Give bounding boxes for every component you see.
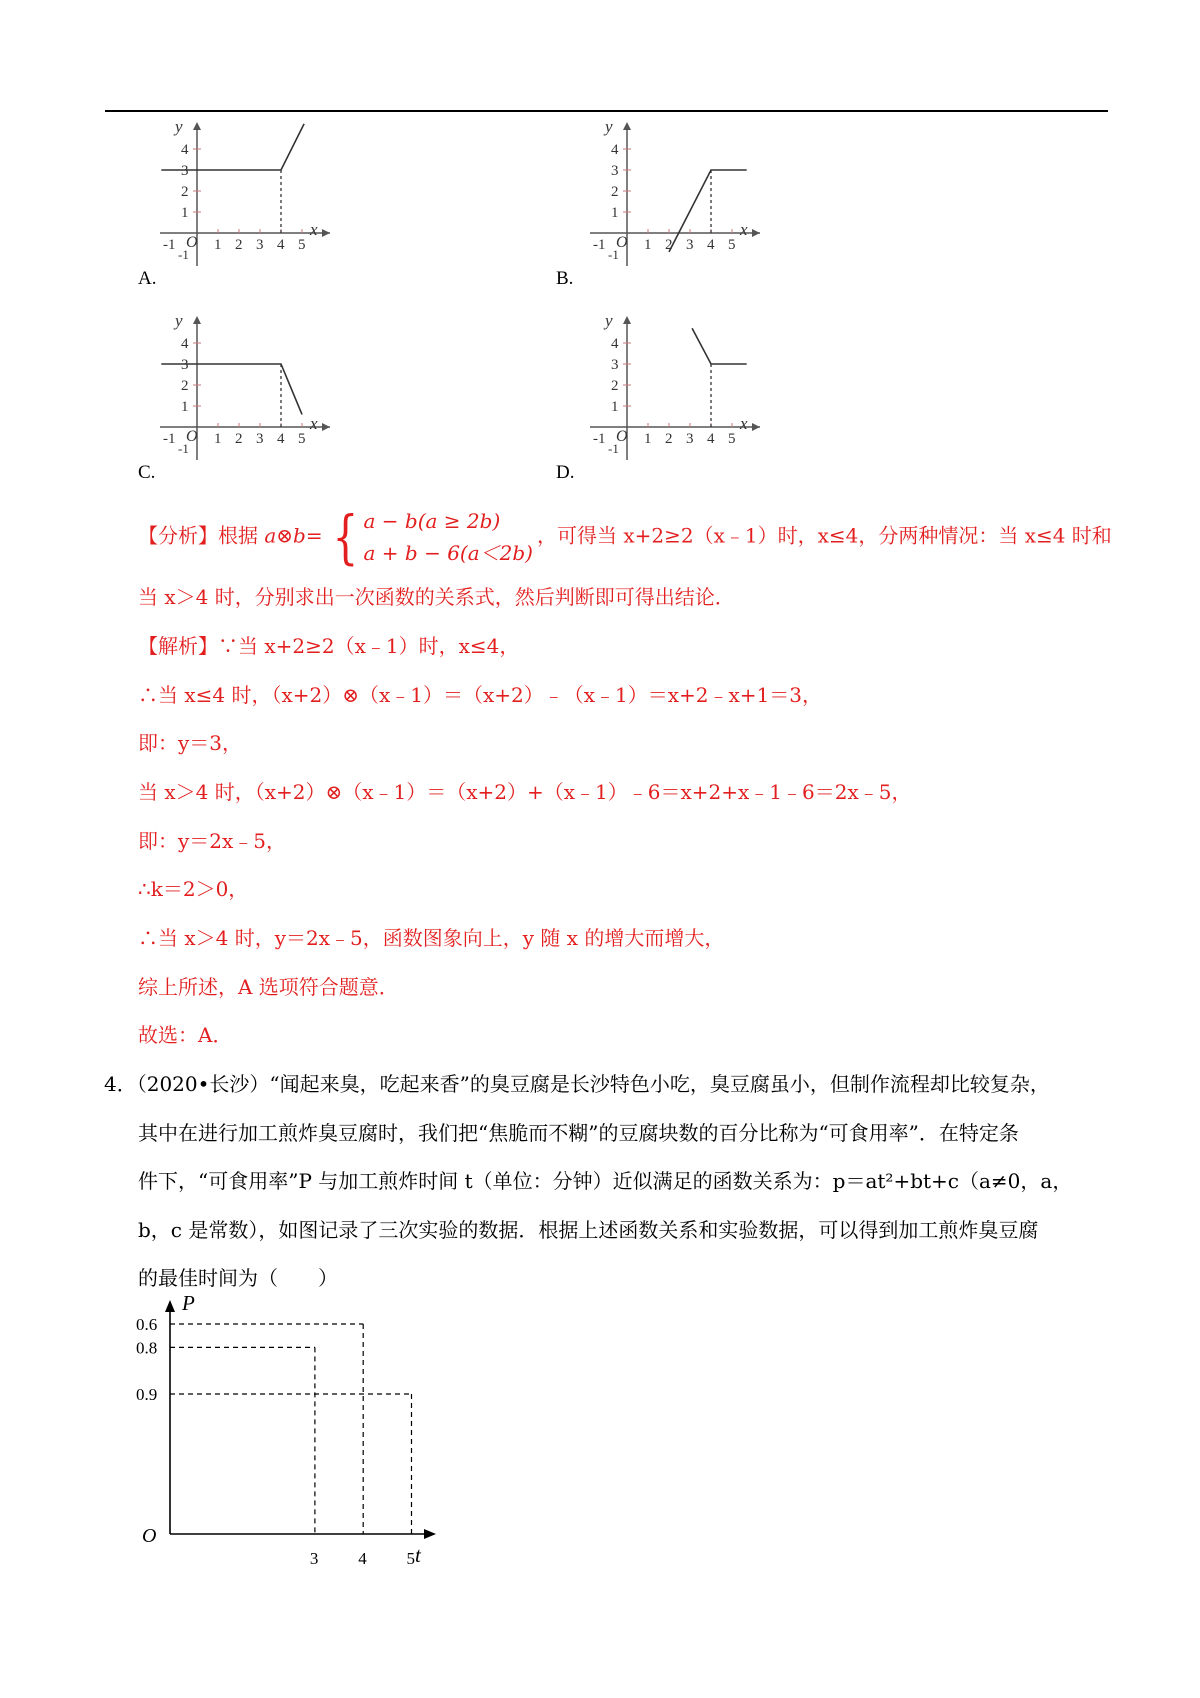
- x-tick-label: 2: [235, 237, 243, 253]
- y-axis-label: y: [605, 118, 613, 136]
- x-tick-label: 4: [707, 431, 715, 447]
- brace-symbol: {: [332, 503, 358, 571]
- y-tick-label: 3: [611, 357, 619, 373]
- x-neg-label: -1: [593, 237, 606, 253]
- question-4-line: 的最佳时间为（ ）: [138, 1266, 338, 1290]
- y-tick-label: 3: [181, 357, 189, 373]
- analysis-line-1: [138, 505, 1112, 569]
- x-tick-label: 2: [665, 237, 673, 253]
- origin-label: O: [186, 234, 198, 251]
- x-axis-label: t: [415, 1543, 421, 1567]
- solution-line: 故选：A．: [138, 1023, 233, 1047]
- y-axis-label: y: [175, 312, 183, 330]
- option-c-label: C.: [138, 462, 156, 483]
- y-tick-label: 2: [181, 184, 189, 200]
- x-tick-label: 3: [256, 431, 264, 447]
- x-tick-label: 4: [277, 431, 285, 447]
- x-tick-label: 1: [214, 431, 222, 447]
- solution-line: ∴k＝2＞0，: [138, 877, 249, 901]
- analysis-suffix: ，可得当 x+2≥2（x﹣1）时，x≤4，分两种情况：当 x≤4 时和: [536, 523, 1112, 548]
- x-tick-label: 3: [686, 237, 694, 253]
- y-tick-label: 0.8: [136, 1338, 158, 1358]
- case-2: a + b − 6(a＜2b): [363, 541, 533, 565]
- y-tick-label: 4: [611, 336, 619, 352]
- y-tick-label: 2: [611, 378, 619, 394]
- y-tick-label: 2: [611, 184, 619, 200]
- solution-line: 当 x＞4 时，（x+2）⊗（x﹣1）＝（x+2）+（x﹣1）﹣6＝x+2+x﹣1﹣6＝2x﹣5，: [138, 780, 912, 804]
- y-axis-arrow: [193, 316, 201, 324]
- y-tick-label: 4: [181, 142, 189, 158]
- x-tick-label: 5: [728, 237, 736, 253]
- y-axis-arrow: [193, 122, 201, 130]
- option-a-label: A.: [138, 268, 157, 289]
- analysis-line-2: 当 x＞4 时，分别求出一次函数的关系式，然后判断即可得出结论．: [138, 585, 735, 609]
- x-axis-arrow: [424, 1529, 436, 1539]
- y-axis-label: P: [182, 1291, 195, 1315]
- origin-label: O: [142, 1525, 157, 1547]
- solution-line: 即：y＝3，: [138, 731, 243, 755]
- case-1: a − b(a ≥ 2b): [363, 509, 501, 533]
- x-axis-arrow: [752, 229, 760, 237]
- y-tick-label: 3: [611, 163, 619, 179]
- header-rule: [105, 110, 1108, 112]
- x-tick-label: 3: [256, 237, 264, 253]
- analysis-prefix: 【分析】根据: [138, 523, 265, 548]
- y-neg-label: -1: [608, 247, 619, 262]
- analysis-op: a⊗b=: [264, 523, 323, 548]
- option-b-label: B.: [556, 268, 574, 289]
- y-tick-label: 1: [181, 205, 189, 221]
- x-axis-label: x: [310, 414, 318, 433]
- x-tick-label: 2: [235, 431, 243, 447]
- piecewise-def: [327, 505, 533, 569]
- y-axis-arrow: [623, 122, 631, 130]
- solution-line: 即：y＝2x﹣5，: [138, 829, 287, 853]
- x-axis-arrow: [322, 229, 330, 237]
- x-tick-label: 4: [277, 237, 285, 253]
- y-tick-label: 4: [611, 142, 619, 158]
- solution-line: ∴当 x＞4 时，y＝2x﹣5，函数图象向上，y 随 x 的增大而增大，: [138, 926, 725, 950]
- graph-line: [692, 328, 747, 364]
- y-tick-label: 1: [611, 205, 619, 221]
- y-tick-label: 3: [181, 163, 189, 179]
- x-tick-label: 1: [644, 431, 652, 447]
- x-tick-label: 3: [309, 1549, 319, 1568]
- origin-label: O: [186, 428, 198, 445]
- x-tick-label: 4: [358, 1549, 367, 1568]
- y-axis-arrow: [623, 316, 631, 324]
- option-d-label: D.: [556, 462, 575, 483]
- y-tick-label: 0.6: [136, 1315, 158, 1335]
- graph-option-c: [160, 312, 340, 462]
- y-axis-label: y: [175, 118, 183, 136]
- x-neg-label: -1: [593, 431, 606, 447]
- x-tick-label: 1: [214, 237, 222, 253]
- x-tick-label: 5: [298, 237, 306, 253]
- x-tick-label: 5: [298, 431, 306, 447]
- question-4-line: 件下，“可食用率”P 与加工煎炸时间 t（单位：分钟）近似满足的函数关系为：p＝at²+bt+c（a≠0，a，: [138, 1169, 1073, 1193]
- graph-option-a: [160, 118, 340, 268]
- y-tick-label: 2: [181, 378, 189, 394]
- x-tick-label: 5: [406, 1549, 415, 1568]
- y-tick-label: 1: [181, 399, 189, 415]
- x-axis-label: x: [740, 414, 748, 433]
- y-neg-label: -1: [178, 441, 189, 456]
- x-tick-label: 3: [686, 431, 694, 447]
- y-tick-label: 4: [181, 336, 189, 352]
- x-axis-label: x: [740, 220, 748, 239]
- x-neg-label: -1: [163, 431, 176, 447]
- x-axis-arrow: [322, 423, 330, 431]
- x-axis-arrow: [752, 423, 760, 431]
- x-tick-label: 5: [728, 431, 736, 447]
- x-tick-label: 2: [665, 431, 673, 447]
- y-neg-label: -1: [608, 441, 619, 456]
- origin-label: O: [616, 428, 628, 445]
- solution-line: 【解析】∵当 x+2≥2（x﹣1）时，x≤4，: [138, 634, 520, 658]
- solution-line: ∴当 x≤4 时，（x+2）⊗（x﹣1）＝（x+2）﹣（x﹣1）＝x+2﹣x+1＝3，: [138, 683, 823, 707]
- y-tick-label: 1: [611, 399, 619, 415]
- question-4-line: 其中在进行加工煎炸臭豆腐时，我们把“焦脆而不糊”的豆腐块数的百分比称为“可食用率”．在特定条: [138, 1121, 1019, 1145]
- graph-option-b: [590, 118, 770, 268]
- origin-label: O: [616, 234, 628, 251]
- graph-option-d: [590, 312, 770, 462]
- y-axis-arrow: [165, 1300, 175, 1312]
- question-4-line: 4．（2020•长沙）“闻起来臭，吃起来香”的臭豆腐是长沙特色小吃，臭豆腐虽小，但制作流程却比较复杂，: [104, 1072, 1050, 1096]
- p-t-chart: [130, 1290, 480, 1580]
- solution-line: 综上所述，A 选项符合题意．: [138, 975, 399, 999]
- x-axis-label: x: [310, 220, 318, 239]
- y-neg-label: -1: [178, 247, 189, 262]
- y-tick-label: 0.9: [136, 1385, 158, 1405]
- x-tick-label: 4: [707, 237, 715, 253]
- x-neg-label: -1: [163, 237, 176, 253]
- question-4-line: b，c 是常数），如图记录了三次实验的数据．根据上述函数关系和实验数据，可以得到加工煎炸臭豆腐: [138, 1218, 1039, 1242]
- x-tick-label: 1: [644, 237, 652, 253]
- y-axis-label: y: [605, 312, 613, 330]
- cases: [364, 505, 533, 569]
